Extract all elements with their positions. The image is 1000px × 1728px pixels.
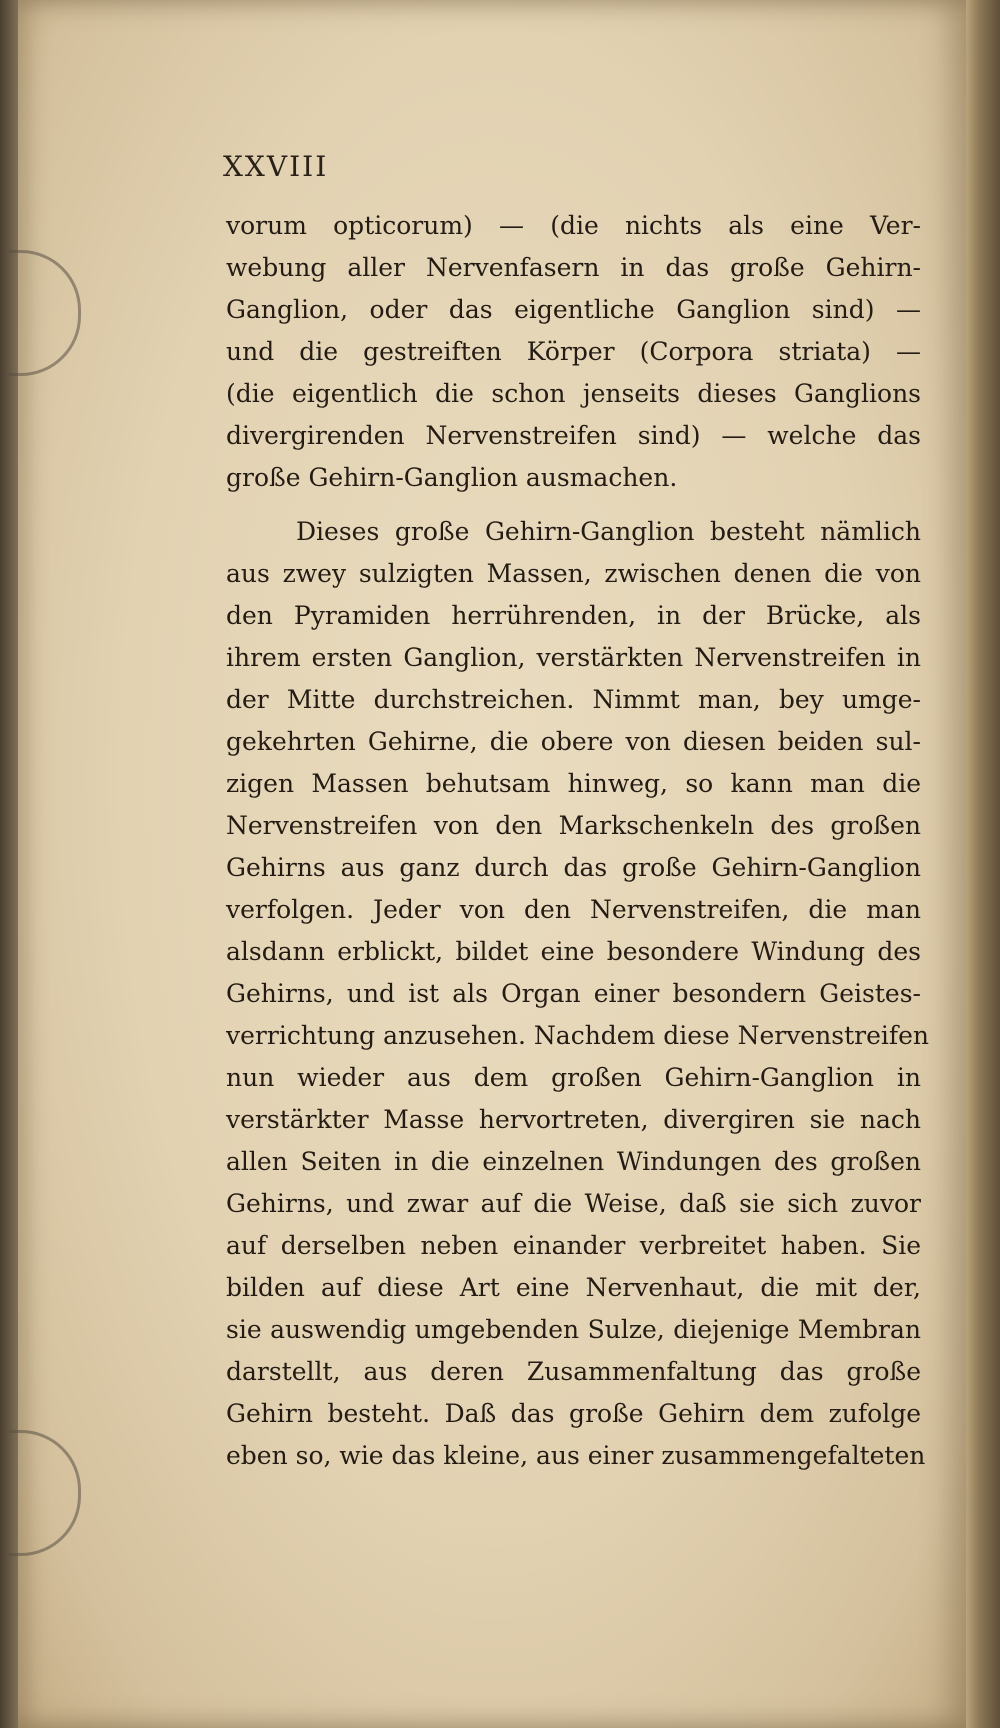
text-line: Ganglion, oder das eigentliche Ganglion sind) — <box>226 295 921 324</box>
text-line: alsdann erblickt, bildet eine besondere Windung des <box>226 937 921 966</box>
text-line: Gehirns, und ist als Organ einer besondern Geistes- <box>226 979 921 1008</box>
text-line: webung aller Nervenfasern in das große Gehirn- <box>226 253 921 282</box>
text-line: Nervenstreifen von den Markschenkeln des großen <box>226 811 921 840</box>
book-page <box>18 0 970 1728</box>
text-line: zigen Massen behutsam hinweg, so kann man die <box>226 769 921 798</box>
text-line: sie auswendig umgebenden Sulze, diejenige Membran <box>226 1315 921 1344</box>
binding-thread <box>8 250 81 376</box>
text-line: Gehirns aus ganz durch das große Gehirn-Ganglion <box>226 853 921 882</box>
paragraph-1 <box>226 205 921 499</box>
page-number-header: XXVIII <box>223 150 329 183</box>
paragraph-2 <box>226 511 930 1477</box>
body-text <box>226 205 930 1477</box>
text-line: aus zwey sulzigten Massen, zwischen denen die von <box>226 559 921 588</box>
text-line: verfolgen. Jeder von den Nervenstreifen, die man <box>226 895 921 924</box>
text-line: bilden auf diese Art eine Nervenhaut, die mit der, <box>226 1273 921 1302</box>
text-line: Gehirn besteht. Daß das große Gehirn dem zufolge <box>226 1399 921 1428</box>
right-page-edge <box>966 0 1000 1728</box>
text-line: (die eigentlich die schon jenseits dieses Ganglions <box>226 379 921 408</box>
text-line: den Pyramiden herrührenden, in der Brücke, als <box>226 601 921 630</box>
text-line: verrichtung anzusehen. Nachdem diese Nervenstreifen <box>226 1021 930 1050</box>
text-line: der Mitte durchstreichen. Nimmt man, bey umge- <box>226 685 921 714</box>
text-line: ihrem ersten Ganglion, verstärkten Nervenstreifen in <box>226 643 921 672</box>
text-line: allen Seiten in die einzelnen Windungen des großen <box>226 1147 921 1176</box>
text-line: große Gehirn-Ganglion ausmachen. <box>226 463 678 492</box>
binding-thread <box>8 1430 81 1556</box>
text-line: darstellt, aus deren Zusammenfaltung das große <box>226 1357 921 1386</box>
text-line: Gehirns, und zwar auf die Weise, daß sie sich zuvor <box>226 1189 921 1218</box>
text-line: nun wieder aus dem großen Gehirn-Ganglion in <box>226 1063 921 1092</box>
text-line: vorum opticorum) — (die nichts als eine Ver- <box>226 211 921 240</box>
text-line: auf derselben neben einander verbreitet haben. Sie <box>226 1231 921 1260</box>
text-line: eben so, wie das kleine, aus einer zusammengefalteten <box>226 1441 926 1470</box>
text-line: Dieses große Gehirn-Ganglion besteht nämlich <box>296 517 921 546</box>
text-line: divergirenden Nervenstreifen sind) — welche das <box>226 421 921 450</box>
text-line: verstärkter Masse hervortreten, divergiren sie nach <box>226 1105 921 1134</box>
text-line: und die gestreiften Körper (Corpora striata) — <box>226 337 921 366</box>
text-line: gekehrten Gehirne, die obere von diesen beiden sul- <box>226 727 921 756</box>
